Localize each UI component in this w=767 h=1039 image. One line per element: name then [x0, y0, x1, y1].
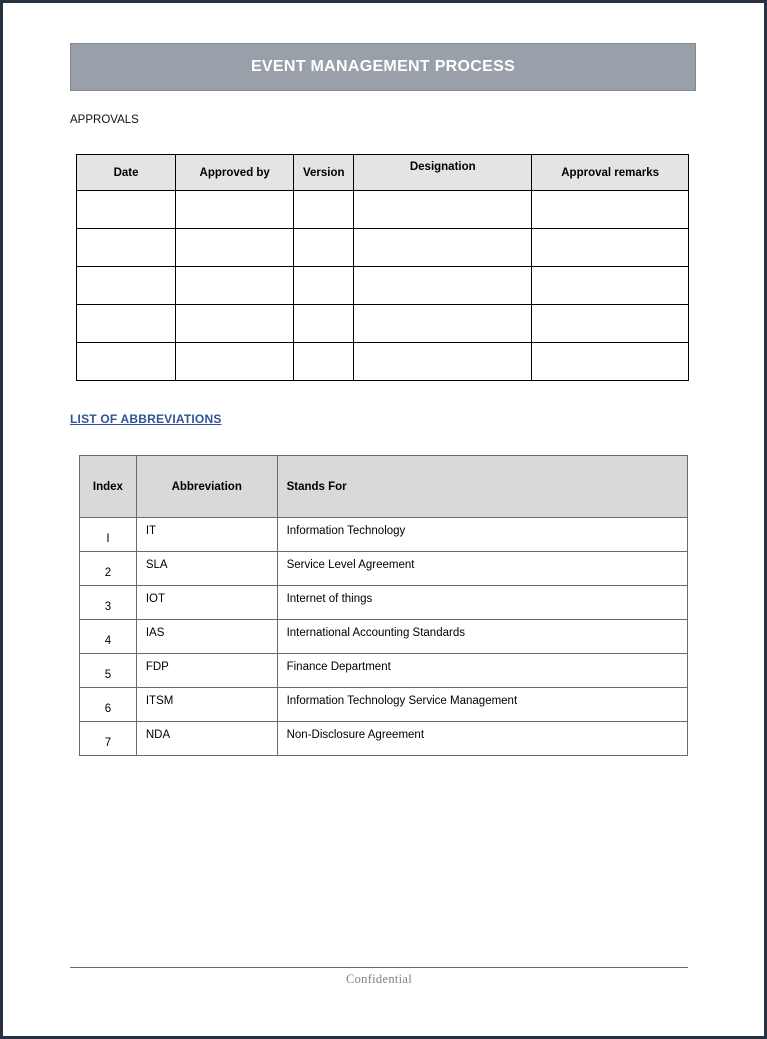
title-banner	[70, 43, 696, 91]
table-row	[77, 191, 689, 229]
stands-for-cell: Service Level Agreement	[277, 552, 687, 586]
abbreviations-table-header	[80, 456, 688, 518]
abbreviation-cell: IOT	[136, 586, 277, 620]
footer-divider	[70, 967, 688, 968]
table-row	[80, 688, 688, 722]
abbreviations-section-heading: LIST OF ABBREVIATIONS	[70, 412, 222, 426]
index-cell: I	[80, 518, 137, 552]
empty-cell	[176, 343, 294, 381]
table-row	[77, 267, 689, 305]
empty-cell	[176, 305, 294, 343]
empty-cell	[532, 343, 689, 381]
empty-cell	[176, 191, 294, 229]
footer-confidential-label: Confidential	[345, 972, 413, 986]
approvals-table-header	[77, 155, 689, 191]
table-row	[80, 586, 688, 620]
column-header-stands-for: Stands For	[277, 456, 687, 518]
index-cell: 4	[80, 620, 137, 654]
empty-cell	[294, 229, 354, 267]
column-header-approval-remarks: Approval remarks	[532, 155, 689, 191]
table-row	[77, 343, 689, 381]
abbreviations-table	[79, 455, 688, 756]
index-cell: 3	[80, 586, 137, 620]
table-row	[80, 552, 688, 586]
column-header-abbreviation: Abbreviation	[136, 456, 277, 518]
table-row	[80, 654, 688, 688]
column-header-version: Version	[294, 155, 354, 191]
table-row	[77, 229, 689, 267]
abbreviation-cell: FDP	[136, 654, 277, 688]
empty-cell	[77, 343, 176, 381]
abbreviation-cell: IAS	[136, 620, 277, 654]
stands-for-cell: Internet of things	[277, 586, 687, 620]
abbreviation-cell: ITSM	[136, 688, 277, 722]
empty-cell	[294, 343, 354, 381]
column-header-date: Date	[77, 155, 176, 191]
table-row	[77, 305, 689, 343]
empty-cell	[354, 229, 532, 267]
approvals-table	[76, 154, 689, 381]
table-row	[80, 518, 688, 552]
empty-cell	[77, 191, 176, 229]
empty-cell	[77, 229, 176, 267]
index-cell: 6	[80, 688, 137, 722]
approvals-section-label: APPROVALS	[70, 114, 139, 126]
abbreviation-cell: IT	[136, 518, 277, 552]
empty-cell	[532, 267, 689, 305]
empty-cell	[176, 267, 294, 305]
column-header-approved-by: Approved by	[176, 155, 294, 191]
empty-cell	[532, 191, 689, 229]
empty-cell	[77, 305, 176, 343]
stands-for-cell: Finance Department	[277, 654, 687, 688]
empty-cell	[354, 267, 532, 305]
empty-cell	[77, 267, 176, 305]
table-row	[80, 620, 688, 654]
empty-cell	[294, 191, 354, 229]
page-title: EVENT MANAGEMENT PROCESS	[250, 58, 516, 75]
stands-for-cell: Information Technology	[277, 518, 687, 552]
abbreviation-cell: NDA	[136, 722, 277, 756]
table-row	[80, 722, 688, 756]
stands-for-cell: International Accounting Standards	[277, 620, 687, 654]
stands-for-cell: Information Technology Service Management	[277, 688, 687, 722]
empty-cell	[294, 267, 354, 305]
page-footer	[70, 967, 688, 987]
empty-cell	[176, 229, 294, 267]
empty-cell	[294, 305, 354, 343]
index-cell: 2	[80, 552, 137, 586]
index-cell: 5	[80, 654, 137, 688]
abbreviation-cell: SLA	[136, 552, 277, 586]
empty-cell	[354, 343, 532, 381]
empty-cell	[532, 305, 689, 343]
empty-cell	[532, 229, 689, 267]
empty-cell	[354, 305, 532, 343]
index-cell: 7	[80, 722, 137, 756]
empty-cell	[354, 191, 532, 229]
stands-for-cell: Non-Disclosure Agreement	[277, 722, 687, 756]
column-header-index: Index	[80, 456, 137, 518]
column-header-designation: Designation	[354, 155, 532, 191]
